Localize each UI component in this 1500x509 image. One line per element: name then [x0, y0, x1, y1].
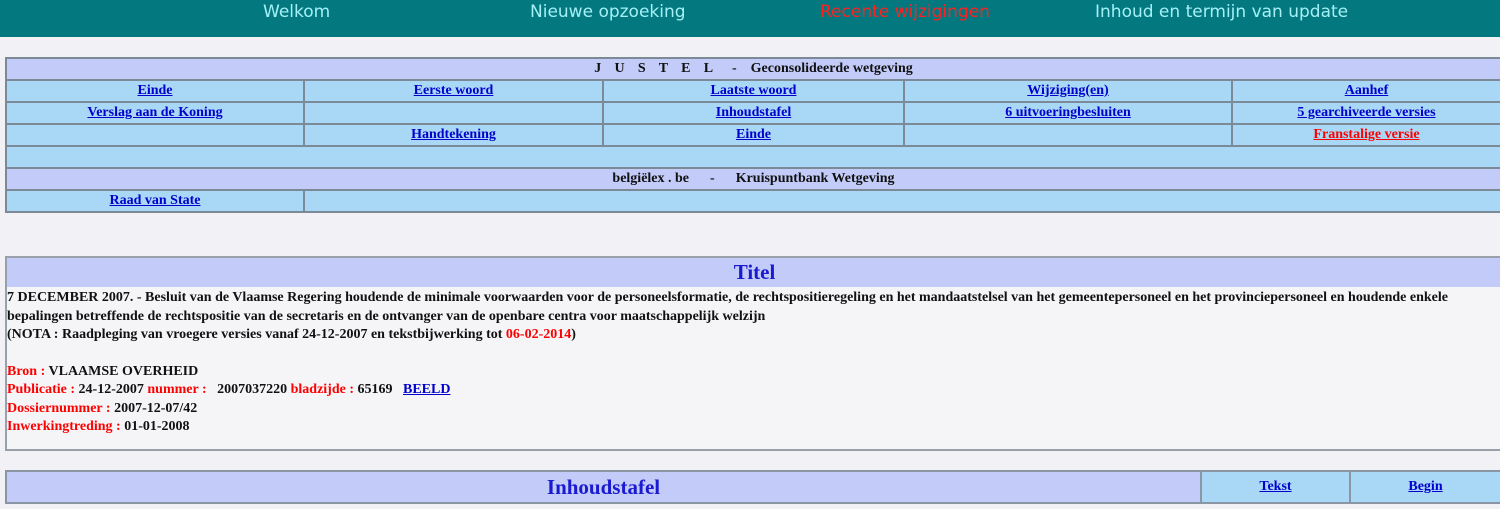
nav-cell — [1232, 102, 1500, 124]
justel-dash: - — [732, 61, 737, 76]
einde-link[interactable]: Einde — [137, 83, 173, 98]
justel-subtitle: Geconsolideerde wetgeving — [750, 61, 913, 76]
justel-navigation-table — [5, 57, 1500, 213]
beeld-link[interactable]: BEELD — [403, 382, 451, 397]
verslag-link[interactable]: Verslag aan de Koning — [87, 105, 223, 120]
new-search-link[interactable]: Nieuwe opzoeking — [530, 2, 686, 22]
einde-link-2[interactable]: Einde — [735, 127, 771, 142]
titel-content — [7, 287, 1500, 437]
nav-cell-empty — [304, 190, 1500, 212]
nav-cell — [6, 190, 304, 212]
begin-link[interactable]: Begin — [1408, 479, 1443, 494]
publicatie-label: Publicatie : — [7, 382, 76, 397]
nummer-label: nummer : — [147, 382, 207, 397]
welcome-link[interactable]: Welkom — [263, 2, 331, 22]
dossier-label: Dossiernummer : — [7, 400, 111, 416]
nav-cell-empty — [6, 124, 304, 146]
nav-cell — [304, 80, 603, 102]
nota-line — [7, 326, 1500, 345]
bladzijde-label: bladzijde : — [290, 382, 354, 397]
nav-cell — [904, 102, 1232, 124]
eerste-woord-link[interactable]: Eerste woord — [413, 83, 494, 98]
inhoudstafel-link[interactable]: Inhoudstafel — [715, 105, 792, 120]
nav-cell — [6, 80, 304, 102]
nav-cell — [1232, 124, 1500, 146]
inwerking-label: Inwerkingtreding : — [7, 419, 121, 434]
nota-prefix: (NOTA : Raadpleging van vroegere versies vanaf 24-12-2007 en tekstbijwerking tot — [7, 327, 506, 342]
inhoudstafel-bar — [5, 470, 1500, 504]
titel-heading: Titel — [7, 258, 1500, 287]
belgielex-subtitle: Kruispuntbank Wetgeving — [735, 171, 895, 186]
wijzigingen-link[interactable]: Wijziging(en) — [1027, 83, 1109, 98]
dossier-value: 2007-12-07/42 — [114, 400, 198, 416]
raad-van-state-link[interactable]: Raad van State — [109, 193, 201, 208]
uitvoeringbesluiten-link[interactable]: 6 uitvoeringbesluiten — [1005, 105, 1131, 120]
nav-cell — [304, 124, 603, 146]
nav-cell — [6, 102, 304, 124]
recent-changes-link[interactable]: Recente wijzigingen — [820, 2, 990, 22]
bron-value: VLAAMSE OVERHEID — [48, 363, 199, 379]
nota-date: 06-02-2014 — [505, 327, 572, 342]
nav-cell — [904, 80, 1232, 102]
nav-cell-empty — [304, 102, 603, 124]
belgielex-header — [6, 168, 1500, 190]
justel-header — [6, 58, 1500, 80]
nav-cell — [603, 80, 904, 102]
publicatie-line — [7, 381, 1500, 400]
bladzijde-value: 65169 — [357, 382, 393, 397]
inwerking-line — [7, 418, 1500, 437]
nav-cell — [603, 102, 904, 124]
nota-suffix: ) — [571, 327, 576, 342]
inhoudstafel-heading: Inhoudstafel — [6, 471, 1201, 503]
toc-cell — [1201, 471, 1350, 503]
document-title: 7 DECEMBER 2007. - Besluit van de Vlaamse Regering houdende de minimale voorwaarden voor de personeelsformatie, de rechtspositieregeling en het mandaatstelsel van het gemeentepersoneel en het provinciepersoneel en houdende enkele bepalingen betreffende de rechtspositie van de secretaris en de ontvanger van de openbare centra voor maatschappelijk welzijn — [7, 290, 1448, 324]
tekst-link[interactable]: Tekst — [1259, 479, 1292, 494]
gearchiveerde-versies-link[interactable]: 5 gearchiveerde versies — [1297, 105, 1436, 120]
nummer-value: 2007037220 — [217, 382, 288, 397]
dossier-line — [7, 400, 1500, 419]
handtekening-link[interactable]: Handtekening — [411, 127, 496, 142]
toc-cell — [1350, 471, 1500, 503]
belgielex-brand: belgiëlex . be — [612, 171, 690, 186]
bron-line — [7, 363, 1500, 382]
titel-section — [5, 256, 1500, 451]
inwerking-value: 01-01-2008 — [124, 419, 190, 434]
publicatie-value: 24-12-2007 — [78, 382, 144, 397]
bron-label: Bron : — [7, 363, 46, 379]
nav-cell — [603, 124, 904, 146]
nav-cell — [1232, 80, 1500, 102]
nav-spacer-row — [6, 146, 1500, 168]
justel-brand: J U S T E L — [594, 61, 718, 76]
top-navigation-bar — [0, 0, 1500, 37]
laatste-woord-link[interactable]: Laatste woord — [710, 83, 797, 98]
content-update-link[interactable]: Inhoud en termijn van update — [1095, 2, 1349, 22]
franstalige-versie-link[interactable]: Franstalige versie — [1313, 127, 1420, 142]
nav-cell-empty — [904, 124, 1232, 146]
aanhef-link[interactable]: Aanhef — [1344, 83, 1389, 98]
belgielex-dash: - — [710, 171, 715, 186]
